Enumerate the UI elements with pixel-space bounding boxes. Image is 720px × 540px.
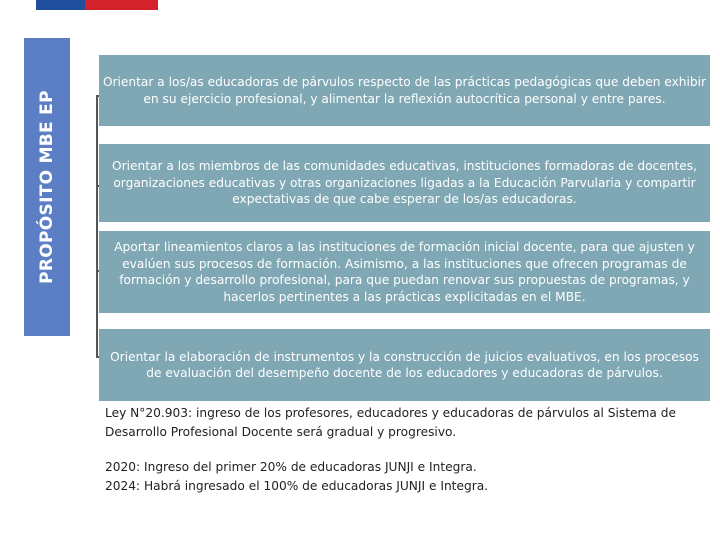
purpose-card-text: Orientar a los/as educadoras de párvulos respecto de las prácticas pedagógicas que deben exhibir en su ejercicio profesional, y alimentar la reflexión autocrítica personal y entre pares. bbox=[102, 75, 707, 106]
purpose-card-2 bbox=[99, 144, 710, 222]
footer-notes bbox=[105, 404, 705, 496]
purpose-card-4 bbox=[99, 329, 710, 401]
milestone-2020: 2020: Ingreso del primer 20% de educadoras JUNJI e Integra. bbox=[105, 460, 477, 474]
flag-bar bbox=[36, 0, 158, 10]
side-label-text: PROPÓSITO MBE EP bbox=[37, 90, 57, 284]
side-label bbox=[24, 38, 70, 336]
purpose-card-text: Orientar la elaboración de instrumentos y la construcción de juicios evaluativos, en los procesos de evaluación del desempeño docente de los educadores y educadoras de párvulos. bbox=[110, 349, 699, 380]
purpose-card-text: Orientar a los miembros de las comunidades educativas, instituciones formadoras de docentes, organizaciones educativas y otras organizaciones ligadas a la Educación Parvularia y compartir expectativas de que cabe esperar de los/as educadoras. bbox=[112, 159, 697, 207]
law-note: Ley N°20.903: ingreso de los profesores, educadores y educadoras de párvulos al Sistema de Desarrollo Profesional Docente será gradual y progresivo. bbox=[105, 406, 676, 439]
flag-blue-segment bbox=[36, 0, 85, 10]
purpose-card-text: Aportar lineamientos claros a las instituciones de formación inicial docente, para que ajusten y evalúen sus procesos de formación. Asimismo, a las instituciones que ofrecen programas de formación y desarrollo profesional, para que puedan renovar sus propuestas de programas, y hacerlos pertinentes a las prácticas explicitadas en el MBE. bbox=[114, 240, 695, 304]
purpose-card-1 bbox=[99, 55, 710, 126]
purpose-card-3 bbox=[99, 231, 710, 313]
milestone-2024: 2024: Habrá ingresado el 100% de educadoras JUNJI e Integra. bbox=[105, 479, 489, 493]
flag-red-segment bbox=[85, 0, 158, 10]
bracket-line bbox=[96, 95, 98, 357]
